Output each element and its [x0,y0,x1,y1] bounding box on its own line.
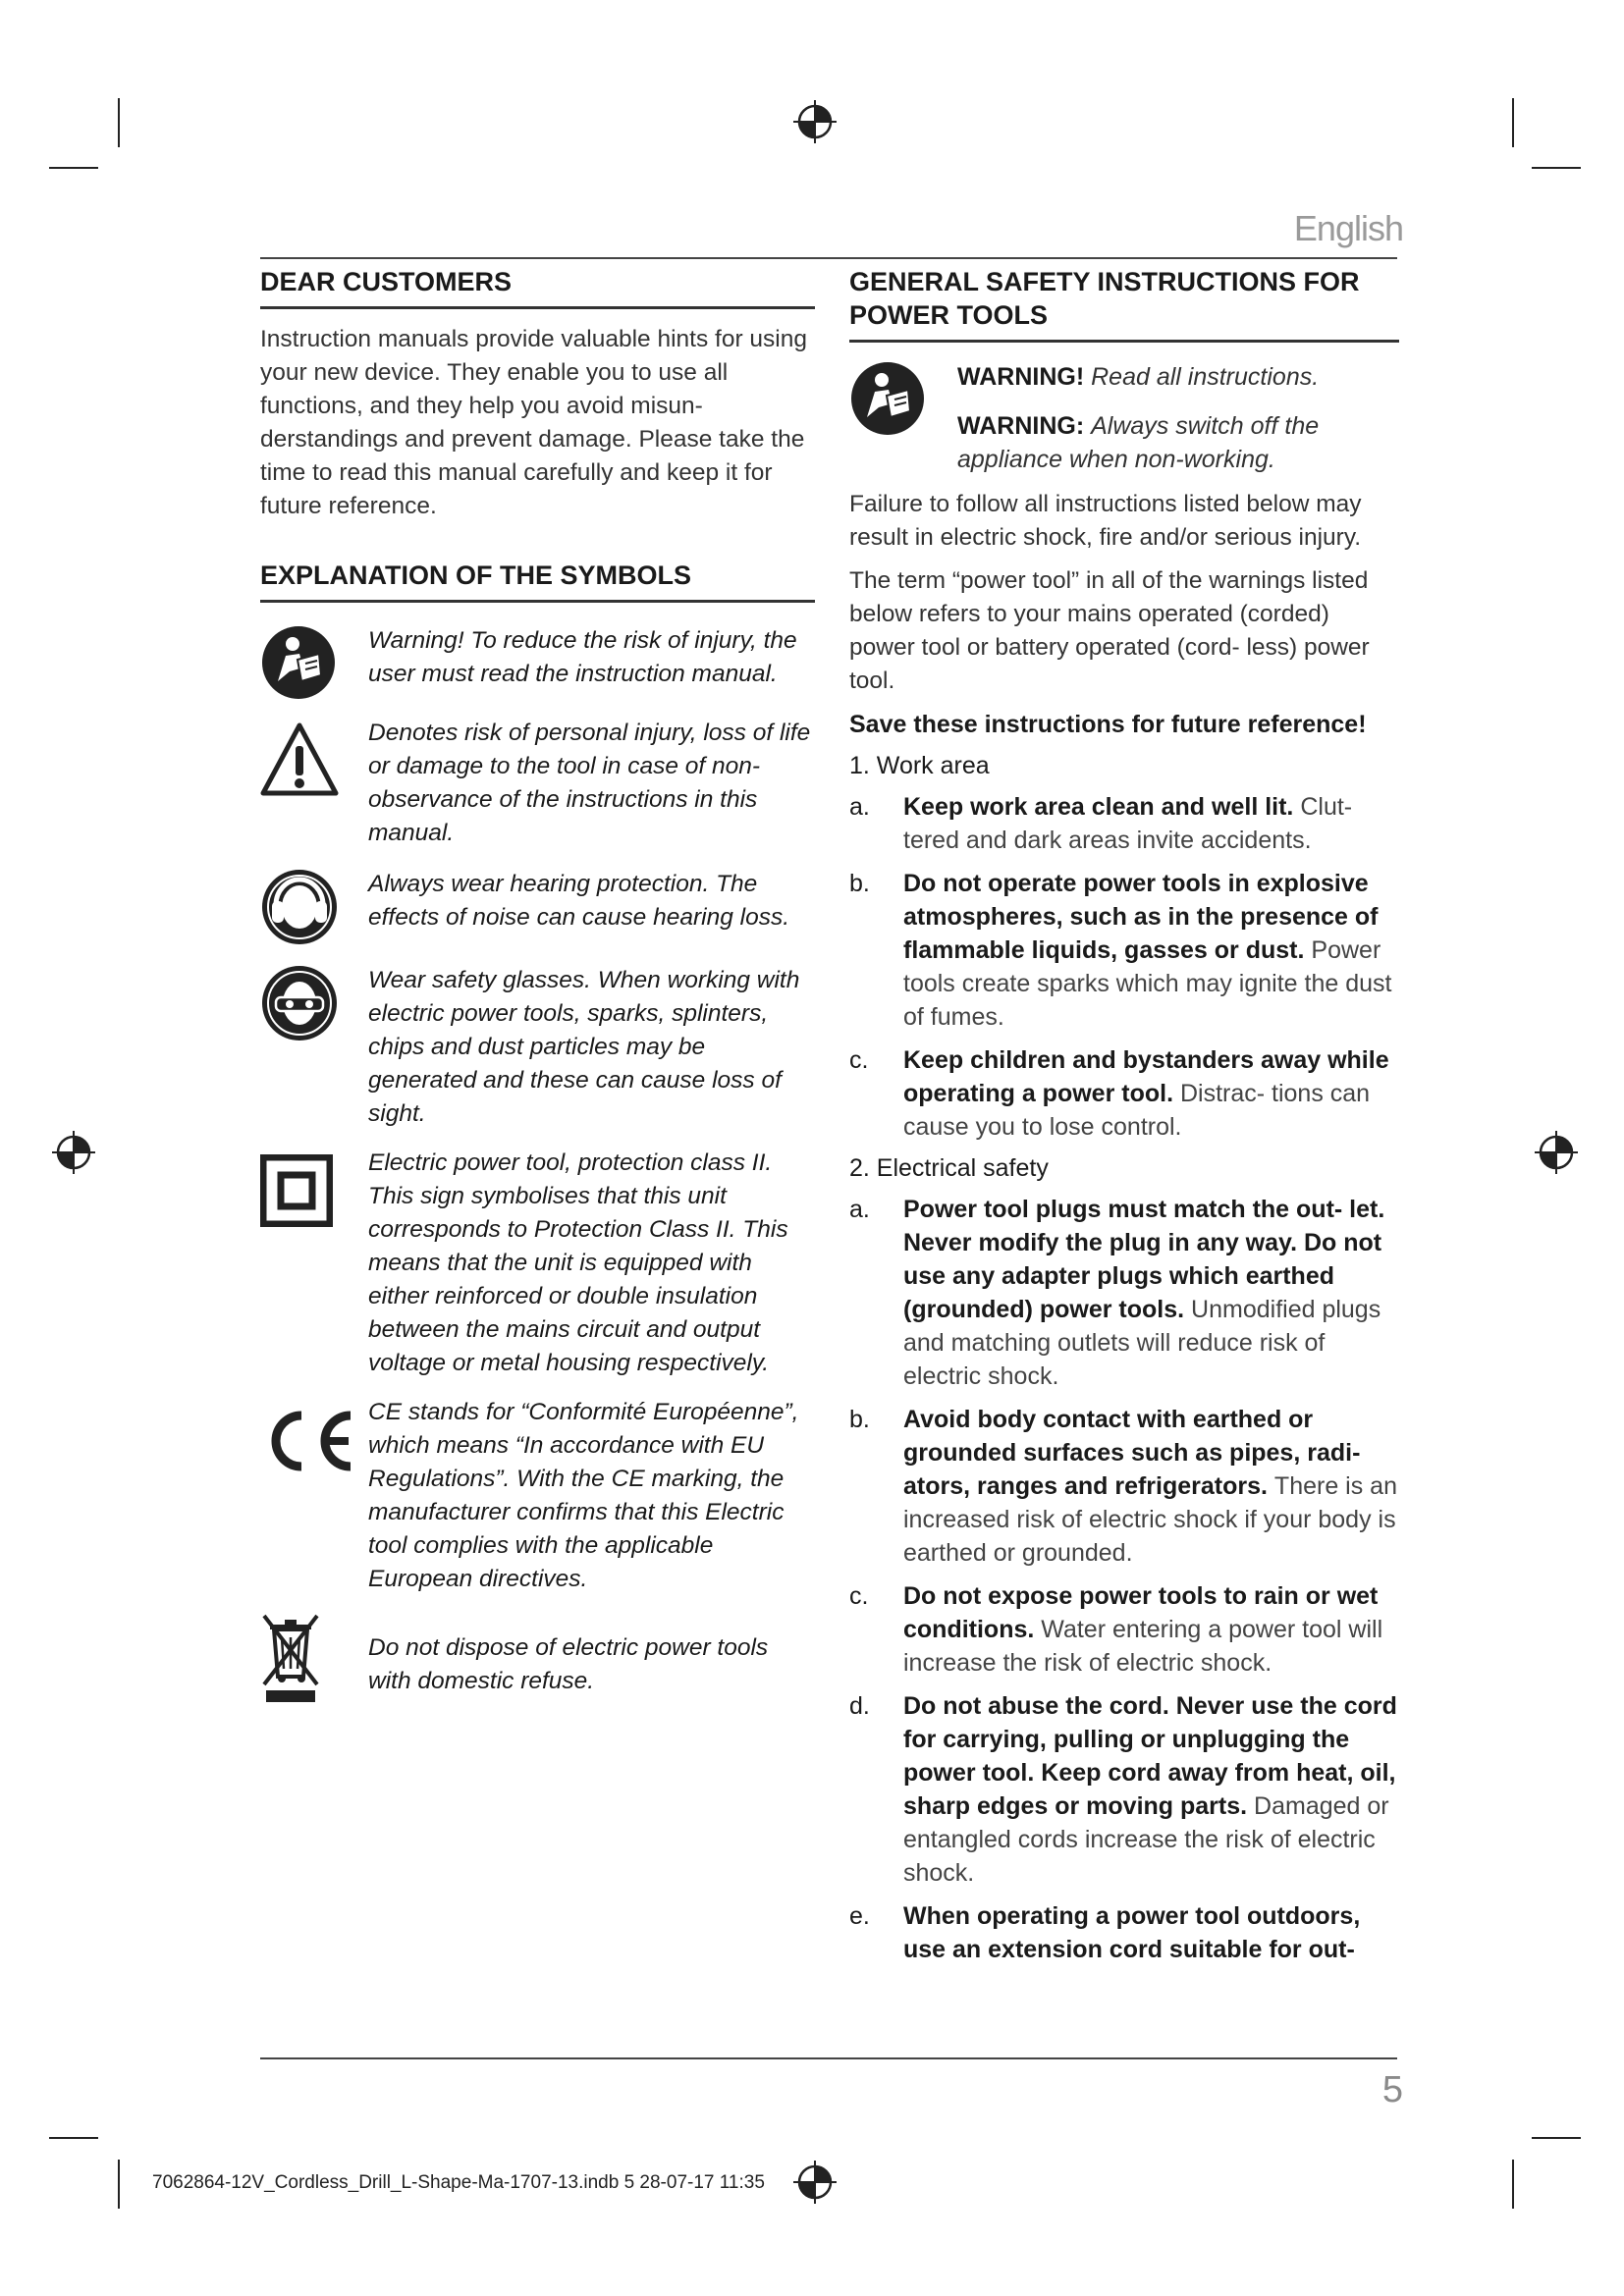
intro-paragraph: The term “power tool” in all of the warnings listed below refers to your mains operated (corded) power tool or battery operated (cord- less) power tool. [849,567,1370,694]
list-item: e. When operating a power tool outdoors, use an extension cord suitable for out- [849,1902,1361,1963]
list-item: a. Power tool plugs must match the out- let. Never modify the plug in any way. Do not use any adapter plugs which earthed (grounded) power tools. Unmodified plugs and matching outlets will reduce risk of electric shock. [849,1196,1385,1390]
read-manual-icon [260,624,337,701]
symbol-row [260,964,815,1131]
symbol-description: Always wear hearing protection. The effects of noise can cause hearing loss. [368,871,790,931]
registration-mark-icon [793,100,837,143]
symbol-description: CE stands for “Conformité Européenne”, which means “In accordance with EU Regulations”. With the CE marking, the manufacturer confirms that this Electric tool complies with the applicable European directives. [368,1399,799,1592]
intro-paragraph: Failure to follow all instructions listed below may result in electric shock, fire and/or serious injury. [849,491,1362,551]
list-item: b. Avoid body contact with earthed or grounded surfaces such as pipes, radi- ators, ranges and refrigerators. There is an increased risk of electric shock if your body is earthed or grounded. [849,1406,1397,1567]
list-item: a. Keep work area clean and well lit. Clut- tered and dark areas invite accidents. [849,793,1353,854]
language-label: English [1293,208,1403,248]
symbol-description: Warning! To reduce the risk of injury, the user must read the instruction manual. [368,627,797,687]
warning-read-instructions: WARNING! Read all instructions. [957,363,1320,391]
crop-mark [1532,167,1581,169]
page-number: 5 [1381,2069,1403,2110]
read-manual-icon [849,360,926,437]
symbols-heading: EXPLANATION OF THE SYMBOLS [260,559,815,603]
symbol-description: Electric power tool, protection class II. This sign symbolises that this unit corresponds to Protection Class II. This means that the unit is equipped with either reinforced or double insulation between the mains circuit and output voltage or metal housing respectively. [368,1149,788,1376]
registration-mark-icon [793,2161,837,2204]
protection-class-ii-icon [260,1154,333,1227]
print-footer: 7062864-12V_Cordless_Drill_L-Shape-Ma-1707-13.indb 5 28-07-17 11:35 [152,2172,765,2193]
warning-block [849,360,1399,476]
section-electrical-safety: 2. Electrical safety [849,1154,1049,1182]
crop-mark [118,98,120,147]
warning-switch-off: WARNING: Always switch off the appliance when non-working. [957,412,1320,473]
registration-mark-icon [1535,1131,1578,1174]
symbol-row [260,624,815,701]
symbol-description: Do not dispose of electric power tools with domestic refuse. [368,1634,769,1694]
save-instructions-note: Save these instructions for future reference! [849,711,1367,738]
left-column [260,265,815,1704]
crop-mark [1532,2137,1581,2139]
crop-mark [49,2137,98,2139]
safety-glasses-icon [260,964,339,1042]
list-item: d. Do not abuse the cord. Never use the cord for carrying, pulling or unplugging the power tool. Keep cord away from heat, oil, sharp edges or moving parts. Damaged or entangled cords increase the risk of electric shock. [849,1692,1397,1887]
dear-customers-text: Instruction manuals provide valuable hints for using your new device. They enable you to use all functions, and they help you avoid misun- derstandings and prevent damage. Please take the time to read this manual carefully and keep it for future reference. [260,326,808,519]
list-item: c. Keep children and bystanders away while operating a power tool. Distrac- tions can cause you to lose control. [849,1046,1389,1141]
section-work-area: 1. Work area [849,752,990,779]
symbol-row [260,1612,815,1704]
warning-triangle-icon [260,721,339,799]
symbol-row [260,1396,815,1596]
symbol-description: Denotes risk of personal injury, loss of life or damage to the tool in case of non-observance of the instructions in this manual. [368,720,811,846]
dear-customers-heading: DEAR CUSTOMERS [260,265,815,309]
weee-bin-icon [260,1612,321,1704]
crop-mark [118,2160,120,2209]
symbol-row [260,717,815,850]
general-safety-heading: GENERAL SAFETY INSTRUCTIONS FOR POWER TOOLS [849,265,1399,343]
hearing-protection-icon [260,868,339,946]
list-item: b. Do not operate power tools in explosive atmospheres, such as in the presence of flammable liquids, gasses or dust. Power tools create sparks which may ignite the dust of fumes. [849,870,1392,1031]
list-item: c. Do not expose power tools to rain or wet conditions. Water entering a power tool will increase the risk of electric shock. [849,1582,1383,1677]
symbol-description: Wear safety glasses. When working with electric power tools, sparks, splinters, chips and dust particles may be generated and these can cause loss of sight. [368,967,800,1127]
crop-mark [1512,2160,1514,2209]
ce-mark-icon [260,1406,358,1474]
registration-mark-icon [52,1131,95,1174]
symbol-row [260,868,815,946]
crop-mark [1512,98,1514,147]
symbol-row [260,1147,815,1380]
crop-mark [49,167,98,169]
right-column [849,265,1399,1966]
header-rule [260,257,1397,259]
footer-rule [260,2057,1397,2059]
